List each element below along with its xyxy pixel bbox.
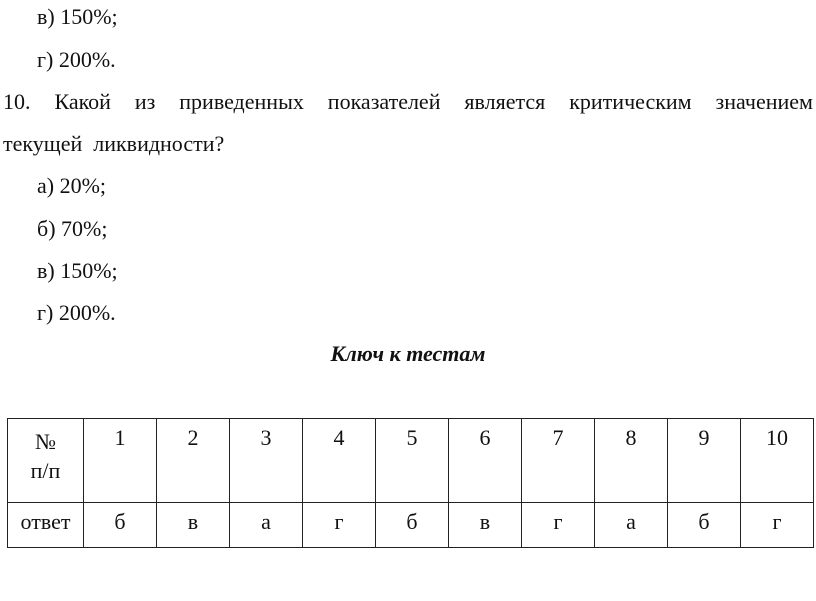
question-number-cell: 8 (595, 419, 668, 503)
header-number-sign: № (35, 429, 56, 454)
q10-word: из (134, 89, 156, 114)
question-number-cell: 2 (157, 419, 230, 503)
answer-cell: г (522, 503, 595, 548)
answer-cell: б (84, 503, 157, 548)
q10-word: Какой (54, 89, 111, 114)
answer-cell: в (157, 503, 230, 548)
q10-word: приведенных (179, 89, 304, 114)
answer-cell: г (303, 503, 376, 548)
q10-word: критическим (569, 89, 692, 114)
question-number-cell: 5 (376, 419, 449, 503)
q10-word: показателей (327, 89, 441, 114)
answer-key-title: Ключ к тестам (330, 341, 486, 366)
q10-word: является (464, 89, 546, 114)
q10-question-line1 (3, 89, 813, 115)
header-item-label: п/п (30, 458, 61, 483)
answer-cell: б (668, 503, 741, 548)
q10-word: 10. (3, 89, 31, 114)
answer-cell: а (595, 503, 668, 548)
question-number-cell: 10 (741, 419, 814, 503)
q9-option-g: г) 200%. (37, 47, 116, 72)
q10-option-g: г) 200%. (37, 300, 116, 325)
table-row-numbers (8, 419, 814, 503)
answer-cell: в (449, 503, 522, 548)
answer-key-table (7, 418, 814, 548)
q10-option-v: в) 150%; (37, 258, 118, 283)
answer-cell: а (230, 503, 303, 548)
question-number-cell: 9 (668, 419, 741, 503)
question-number-cell: 3 (230, 419, 303, 503)
question-number-cell: 7 (522, 419, 595, 503)
q10-option-a: а) 20%; (37, 173, 107, 198)
answer-cell: г (741, 503, 814, 548)
q10-option-b: б) 70%; (37, 216, 108, 241)
q10-question-line2: текущей ликвидности? (3, 131, 225, 156)
question-number-cell: 4 (303, 419, 376, 503)
table-row-answers (8, 503, 814, 548)
header-label-cell (8, 419, 84, 503)
question-number-cell: 1 (84, 419, 157, 503)
row-label-answer: ответ (8, 503, 84, 548)
answer-cell: б (376, 503, 449, 548)
q10-word: значением (715, 89, 813, 114)
question-number-cell: 6 (449, 419, 522, 503)
q9-option-v: в) 150%; (37, 4, 118, 29)
